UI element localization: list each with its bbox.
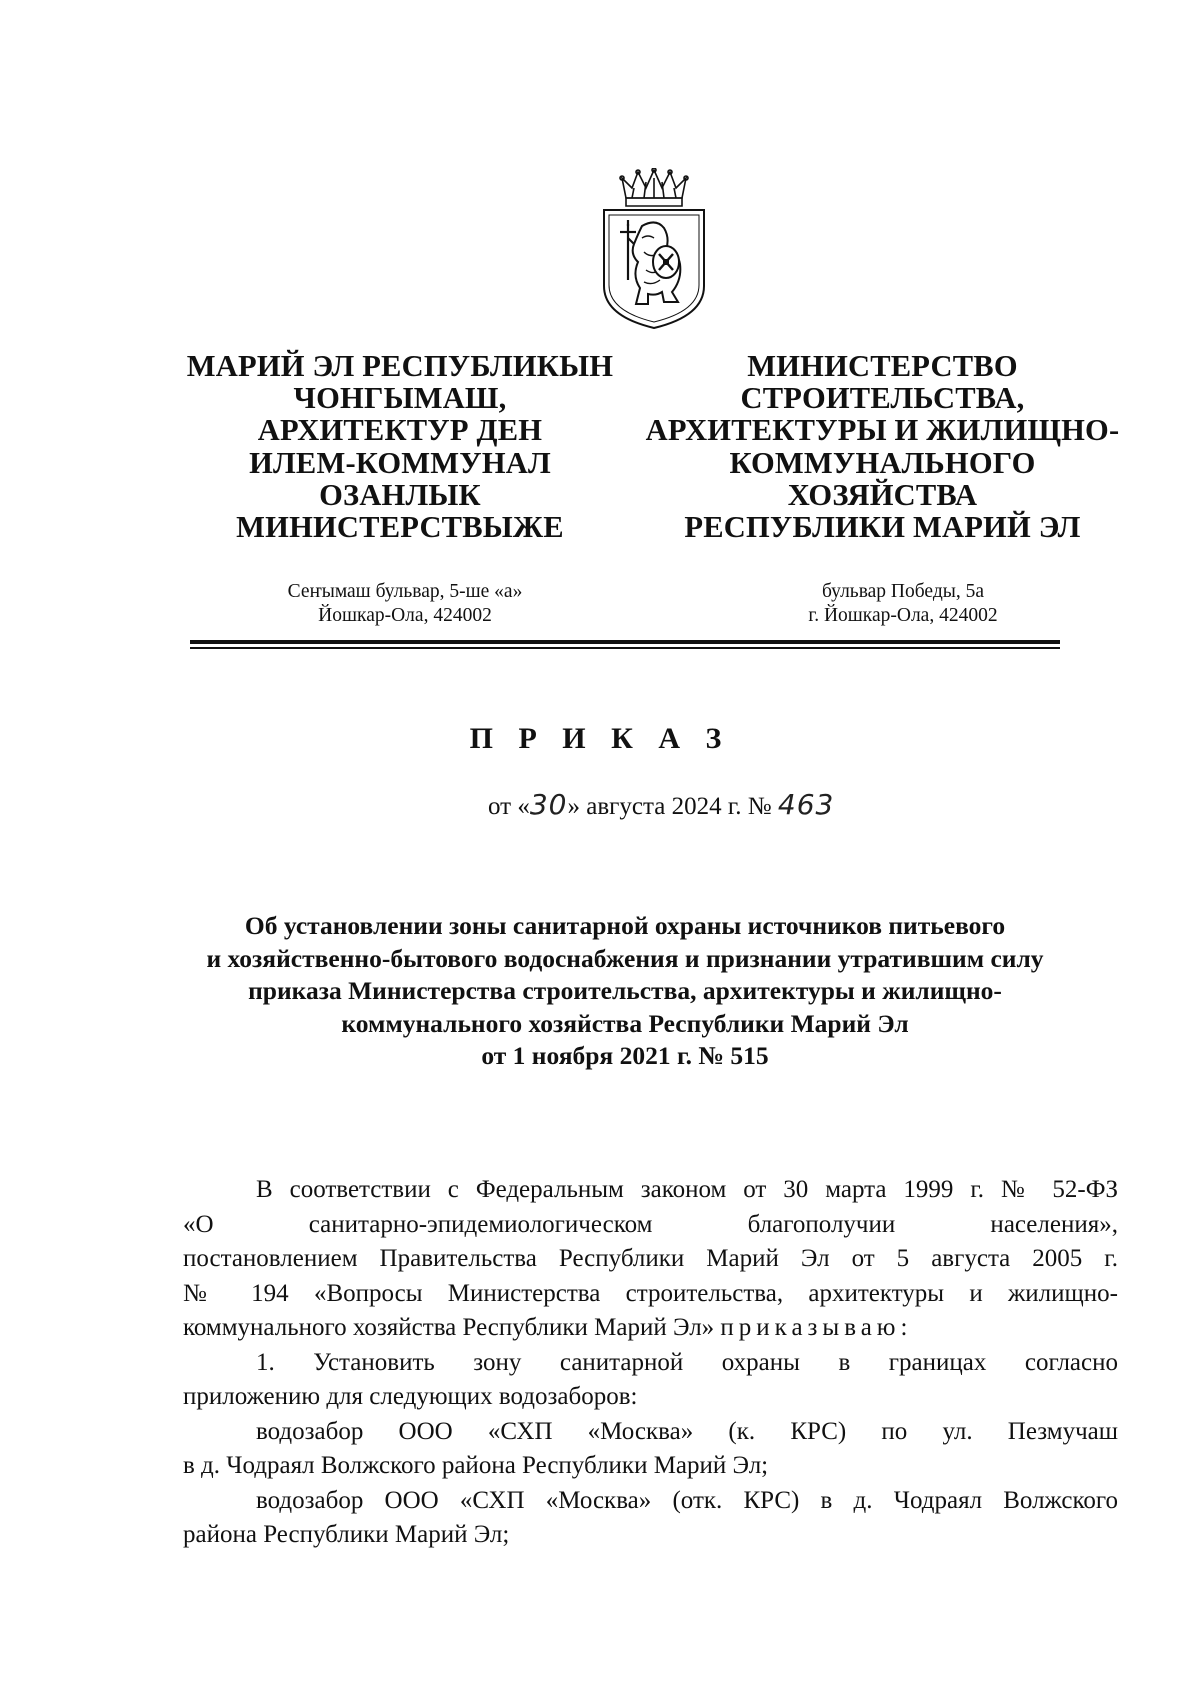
body-line: водозабор ООО «СХП «Москва» (к. КРС) по ул. Пезмучаш [256,1417,1118,1445]
ministry-name-mari [150,350,650,543]
header-line: РЕСПУБЛИКИ МАРИЙ ЭЛ [684,510,1081,545]
body-line: В соответствии с Федеральным законом от 30 марта 1999 г. № 52-ФЗ [256,1176,1118,1203]
header-line: ХОЗЯЙСТВА [787,477,978,512]
header-line: ОЗАНЛЫК [319,477,481,512]
body-line: № 194 «Вопросы Министерства строительства, архитектуры и жилищно- [183,1279,1118,1307]
ministry-name-russian [635,350,1130,543]
document-date-number [488,788,834,821]
header-line: АРХИТЕКТУР ДЕН [257,413,543,448]
title-line: от 1 ноября 2021 г. № 515 [481,1041,769,1070]
body-line: 1. Установить зону санитарной охраны в границах согласно [256,1348,1118,1376]
body-text: коммунального хозяйства Республики Марий Эл» [183,1314,715,1341]
header-divider-thick [190,640,1060,644]
body-line: «О санитарно-эпидемиологическом благополучии населения», [183,1210,1118,1238]
header-line: МИНИСТЕРСТВЫЖЕ [236,510,564,545]
date-day-handwritten: 30 [529,788,568,821]
body-line: в д. Чодраял Волжского района Республики Марий Эл; [183,1452,769,1479]
title-line: коммунального хозяйства Республики Марий Эл [341,1008,909,1038]
body-line: постановлением Правительства Республики Марий Эл от 5 августа 2005 г. [183,1245,1118,1272]
body-line [183,1311,1118,1346]
body-line: приложению для следующих водозаборов: [183,1383,638,1410]
address-russian [738,580,1068,628]
address-line: бульвар Победы, 5а [822,581,984,602]
date-middle: » августа 2024 г. № [567,793,772,820]
document-body [183,1173,1118,1553]
order-verb: приказываю: [720,1314,913,1341]
address-line: Сеҥымаш бульвар, 5-ше «а» [287,581,523,602]
header-divider-thin [190,647,1060,649]
document-title [150,910,1100,1073]
header-line: МИНИСТЕРСТВО [747,349,1018,383]
date-prefix: от « [488,793,530,820]
body-line: водозабор ООО «СХП «Москва» (отк. КРС) в д. Чодраял Волжского [256,1486,1118,1514]
address-line: г. Йошкар-Ола, 424002 [808,605,998,626]
body-line: района Республики Марий Эл; [183,1521,510,1548]
address-line: Йошкар-Ола, 424002 [318,605,492,626]
document-type: П Р И К А З [469,722,731,755]
title-line: приказа Министерства строительства, архитектуры и жилищно- [248,976,1002,1005]
header-line: КОММУНАЛЬНОГО [729,445,1036,480]
title-line: Об установлении зоны санитарной охраны источников питьевого [244,911,1006,940]
address-mari [210,580,600,628]
header-line: МАРИЙ ЭЛ РЕСПУБЛИКЫН [186,349,614,383]
document-number-handwritten: 463 [777,788,835,821]
coat-of-arms-icon [598,168,710,332]
header-line: ИЛЕМ-КОММУНАЛ [249,445,551,480]
header-line: АРХИТЕКТУРЫ И ЖИЛИЩНО- [645,413,1120,448]
title-line: и хозяйственно-бытового водоснабжения и признании утратившим силу [206,943,1044,973]
header-line: ЧОНГЫМАШ, [293,381,507,416]
header-line: СТРОИТЕЛЬСТВА, [740,381,1025,416]
